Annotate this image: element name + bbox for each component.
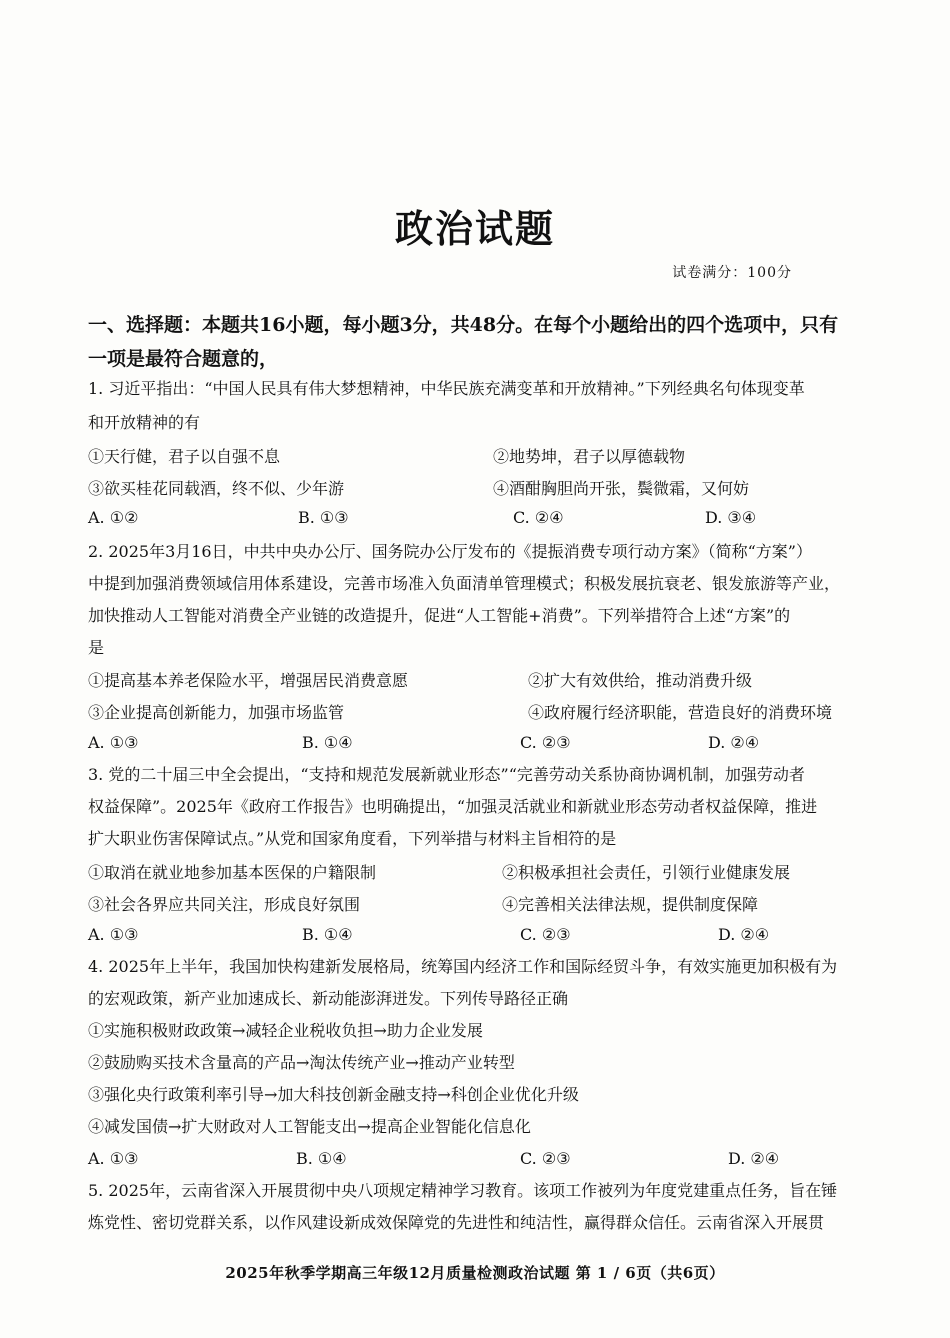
q2-statement-1: ①提高基本养老保险水平，增强居民消费意愿 xyxy=(88,671,409,690)
q4-choice-d: D. ②④ xyxy=(728,1149,780,1168)
page-footer: 2025年秋季学期高三年级12月质量检测政治试题 第 1 / 6页（共6页） xyxy=(225,1264,725,1282)
q1-choice-b: B. ①③ xyxy=(298,508,349,527)
q4-statement-3: ③强化央行政策利率引导→加大科技创新金融支持→科创企业优化升级 xyxy=(88,1085,579,1104)
q3-statement-4: ④完善相关法律法规，提供制度保障 xyxy=(502,895,759,914)
q2-stem-line-3: 加快推动人工智能对消费全产业链的改造提升，促进“人工智能+消费”。下列举措符合上述“方案”的 xyxy=(88,606,791,625)
q2-statement-4: ④政府履行经济职能，营造良好的消费环境 xyxy=(528,703,833,722)
q3-stem-line-1: 3. 党的二十届三中全会提出，“支持和规范发展新就业形态”“完善劳动关系协商协调机制，加强劳动者 xyxy=(88,765,805,784)
q3-choice-b: B. ①④ xyxy=(302,925,353,944)
full-score-note: 试卷满分：100分 xyxy=(672,265,792,281)
section-heading-line-1: 一、选择题：本题共16小题，每小题3分，共48分。在每个小题给出的四个选项中，只有 xyxy=(88,314,839,336)
q3-choice-c: C. ②③ xyxy=(520,925,571,944)
q1-choice-a: A. ①② xyxy=(88,508,139,527)
q3-stem-line-3: 扩大职业伤害保障试点。”从党和国家角度看，下列举措与材料主旨相符的是 xyxy=(88,829,617,848)
q2-choice-c: C. ②③ xyxy=(520,733,571,752)
q3-choice-a: A. ①③ xyxy=(88,925,139,944)
q4-statement-1: ①实施积极财政政策→减轻企业税收负担→助力企业发展 xyxy=(88,1021,483,1040)
q4-choice-a: A. ①③ xyxy=(88,1149,139,1168)
q2-stem-line-4: 是 xyxy=(88,638,105,657)
q1-statement-2: ②地势坤，君子以厚德载物 xyxy=(493,447,686,466)
q3-choice-d: D. ②④ xyxy=(718,925,770,944)
q3-statement-2: ②积极承担社会责任，引领行业健康发展 xyxy=(502,863,791,882)
q2-choice-b: B. ①④ xyxy=(302,733,353,752)
q3-statement-3: ③社会各界应共同关注，形成良好氛围 xyxy=(88,895,361,914)
q4-stem-line-1: 4. 2025年上半年，我国加快构建新发展格局，统筹国内经济工作和国际经贸斗争，有效实施更加积极有为 xyxy=(88,957,838,976)
q1-statement-3: ③欲买桂花同载酒，终不似、少年游 xyxy=(88,479,345,498)
q2-choice-a: A. ①③ xyxy=(88,733,139,752)
q1-stem-line-1: 1. 习近平指出：“中国人民具有伟大梦想精神，中华民族充满变革和开放精神。”下列经典名句体现变革 xyxy=(88,379,805,398)
page-title: 政治试题 xyxy=(394,206,555,251)
q2-stem-line-1: 2. 2025年3月16日，中共中央办公厅、国务院办公厅发布的《提振消费专项行动方案》（简称“方案”） xyxy=(88,542,812,561)
q4-statement-2: ②鼓励购买技术含量高的产品→淘汰传统产业→推动产业转型 xyxy=(88,1053,515,1072)
q5-stem-line-1: 5. 2025年，云南省深入开展贯彻中央八项规定精神学习教育。该项工作被列为年度党建重点任务，旨在锤 xyxy=(88,1181,838,1200)
q1-statement-1: ①天行健，君子以自强不息 xyxy=(88,447,281,466)
q4-choice-c: C. ②③ xyxy=(520,1149,571,1168)
q4-statement-4: ④减发国债→扩大财政对人工智能支出→提高企业智能化信息化 xyxy=(88,1117,531,1136)
q2-choice-d: D. ②④ xyxy=(708,733,760,752)
q1-stem-line-2: 和开放精神的有 xyxy=(88,413,201,432)
q1-choice-c: C. ②④ xyxy=(513,508,564,527)
section-heading-line-2: 一项是最符合题意的， xyxy=(88,348,279,370)
q5-stem-line-2: 炼党性、密切党群关系，以作风建设新成效保障党的先进性和纯洁性，赢得群众信任。云南省深入开展贯 xyxy=(88,1213,825,1232)
q3-statement-1: ①取消在就业地参加基本医保的户籍限制 xyxy=(88,863,377,882)
q4-choice-b: B. ①④ xyxy=(296,1149,347,1168)
q4-stem-line-2: 的宏观政策，新产业加速成长、新动能澎湃迸发。下列传导路径正确 xyxy=(88,989,569,1008)
q2-stem-line-2: 中提到加强消费领域信用体系建设，完善市场准入负面清单管理模式；积极发展抗衰老、银发旅游等产业， xyxy=(88,574,841,593)
q1-choice-d: D. ③④ xyxy=(705,508,757,527)
q2-statement-3: ③企业提高创新能力，加强市场监管 xyxy=(88,703,345,722)
q2-statement-2: ②扩大有效供给，推动消费升级 xyxy=(528,671,753,690)
q1-statement-4: ④酒酣胸胆尚开张，鬓微霜，又何妨 xyxy=(493,479,750,498)
q3-stem-line-2: 权益保障”。2025年《政府工作报告》也明确提出，“加强灵活就业和新就业形态劳动者权益保障，推进 xyxy=(88,797,818,816)
